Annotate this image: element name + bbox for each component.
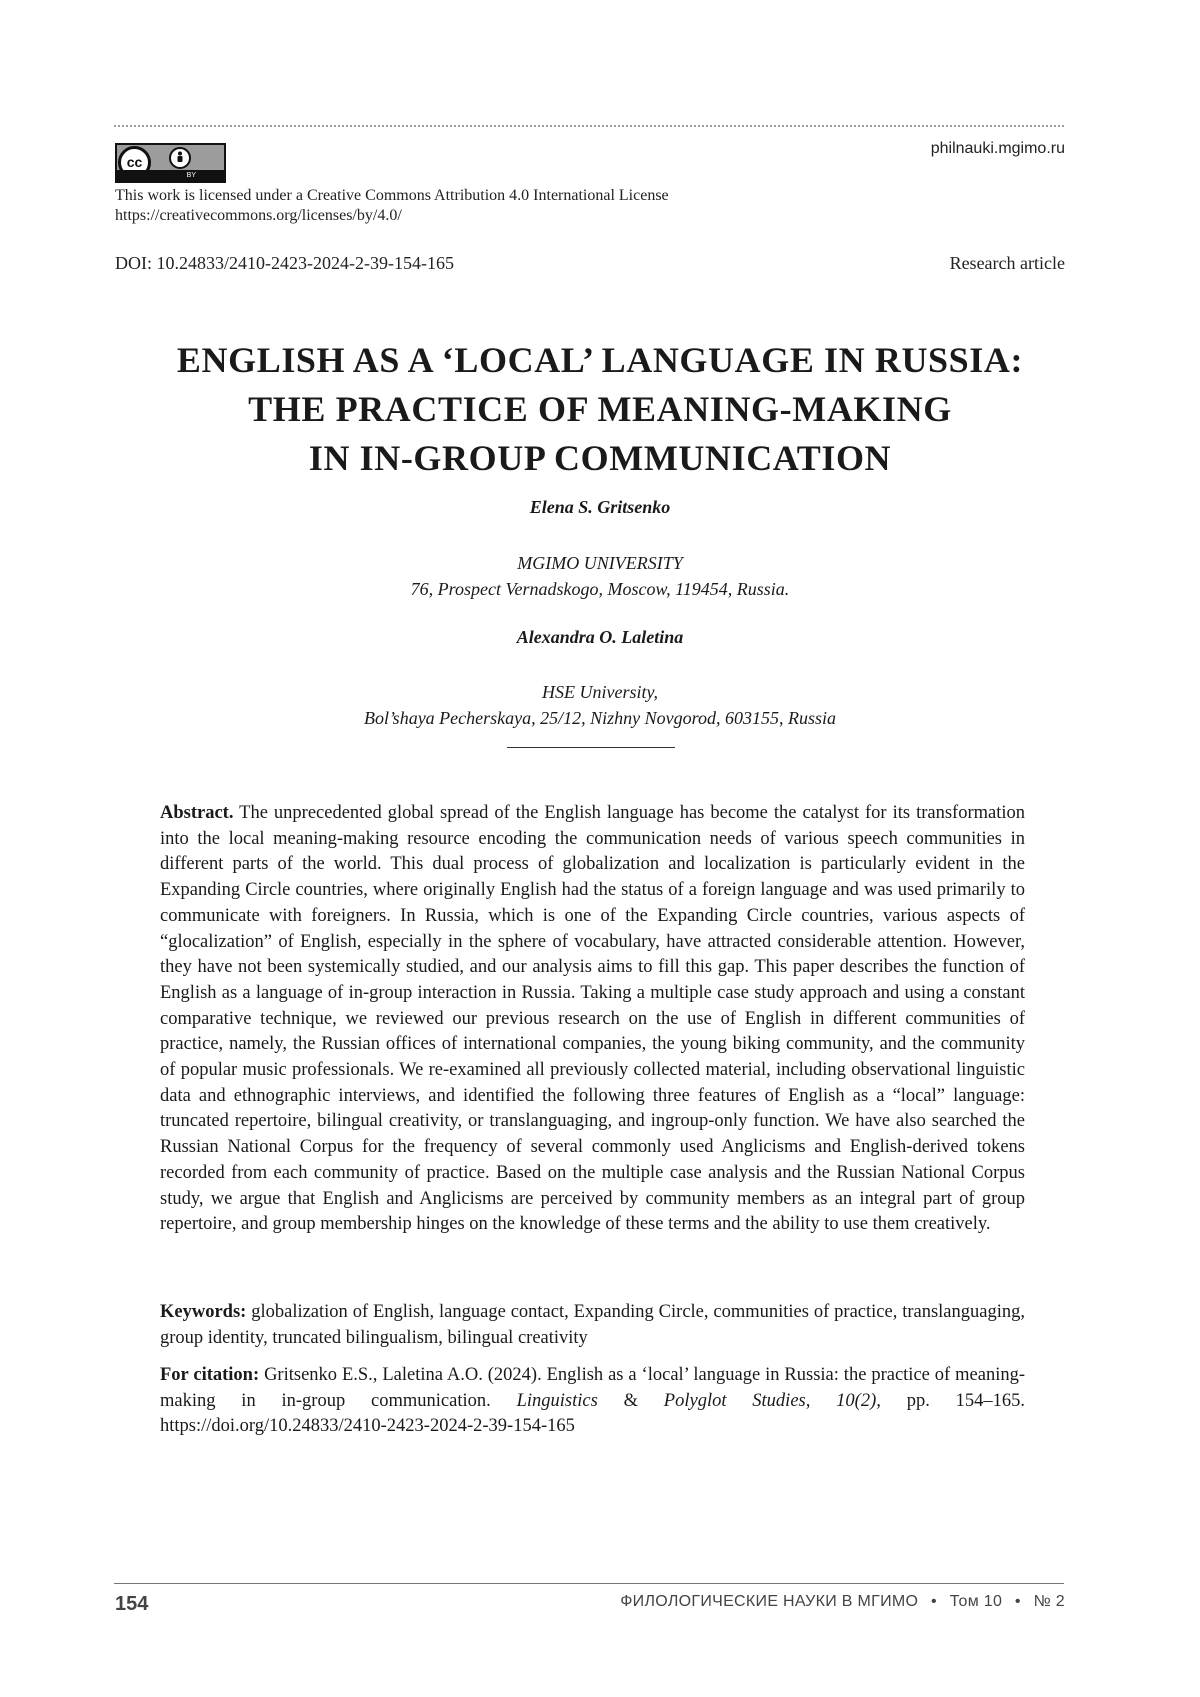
person-icon	[169, 147, 191, 169]
title-line: IN IN-GROUP COMMUNICATION	[308, 438, 892, 478]
issue-label: № 2	[1033, 1593, 1065, 1610]
article-type-label: Research article	[949, 253, 1065, 273]
cc-icon: cc	[118, 146, 151, 179]
citation	[160, 1363, 1025, 1440]
citation-journal-volume: Polyglot Studies, 10(2),	[663, 1390, 881, 1411]
article-title	[100, 336, 1100, 483]
volume-label: Том 10	[949, 1593, 1003, 1610]
citation-ampersand: &	[623, 1390, 638, 1411]
citation-text: Gritsenko E.S., Laletina A.O. (2024). English as a ‘local’ language in Russia: the practice of meaning-making in in-group communication.	[160, 1365, 1026, 1411]
affiliation-line: MGIMO UNIVERSITY	[517, 553, 683, 573]
title-line: THE PRACTICE OF MEANING-MAKING	[248, 389, 952, 429]
title-line: ENGLISH AS A ‘LOCAL’ LANGUAGE IN RUSSIA:	[176, 340, 1024, 380]
author-name: Elena S. Gritsenko	[529, 497, 671, 517]
journal-website-link[interactable]: philnauki.mgimo.ru	[930, 140, 1065, 157]
abstract	[160, 801, 1025, 1238]
affiliation-line: HSE University,	[542, 682, 658, 702]
footer-rule	[114, 1583, 1064, 1584]
page-number: 154	[115, 1593, 149, 1615]
citation-pages: pp. 154–165.	[906, 1390, 1025, 1411]
journal-name: ФИЛОЛОГИЧЕСКИЕ НАУКИ В МГИМО	[620, 1593, 919, 1610]
license-url-link[interactable]: https://creativecommons.org/licenses/by/4.0/	[115, 207, 402, 224]
authors-divider	[507, 747, 675, 748]
abstract-label: Abstract.	[160, 803, 234, 823]
citation-doi-link[interactable]: https://doi.org/10.24833/2410-2423-2024-2-39-154-165	[160, 1416, 575, 1437]
cc-badge-strip	[117, 170, 224, 181]
keywords-text: globalization of English, language contact, Expanding Circle, communities of practice, translanguaging, group identity, truncated bilingualism, bilingual creativity	[160, 1302, 1025, 1348]
author-affiliation	[0, 550, 1200, 602]
cc-by-license-icon[interactable]	[115, 143, 226, 183]
keywords	[160, 1300, 1025, 1351]
affiliation-line: 76, Prospect Vernadskogo, Moscow, 119454, Russia.	[410, 579, 790, 599]
citation-journal: Linguistics	[516, 1390, 598, 1411]
affiliation-line: Bol’shaya Pecherskaya, 25/12, Nizhny Novgorod, 603155, Russia	[364, 708, 836, 728]
abstract-text: The unprecedented global spread of the English language has become the catalyst for its transformation into the local meaning-making resource encoding the communication needs of various speech communities in different parts of the world. This dual process of globalization and localization is particularly evident in the Expanding Circle countries, where originally English had the status of a foreign language and was used primarily to communicate with foreigners. In Russia, which is one of the Expanding Circle countries, various aspects of “glocalization” of English, especially in the sphere of vocabulary, have attracted considerable attention. However, they have not been systemically studied, and our analysis aims to fill this gap. This paper describes the function of English as a language of in-group interaction in Russia. Taking a multiple case study approach and using a constant comparative technique, we reviewed our previous research on the use of English in different communities of practice, namely, the Russian offices of international companies, the young biking community, and the community of popular music professionals. We re-examined all previously collected material, including observational linguistic data and ethnographic interviews, and identified the following three features of English as a “local” language: truncated repertoire, bilingual creativity, or translanguaging, and ingroup-only function. We have also searched the Russian National Corpus for the frequency of several commonly used Anglicisms and English-derived tokens recorded from each community of practice. Based on the multiple case analysis and the Russian National Corpus study, we argue that English and Anglicisms are perceived by community members as an integral part of group repertoire, and group membership hinges on the knowledge of these terms and the ability to use them creatively.	[160, 803, 1025, 1235]
bullet-separator: •	[931, 1593, 937, 1610]
citation-label: For citation:	[160, 1365, 260, 1385]
keywords-label: Keywords:	[160, 1302, 247, 1322]
author-name: Alexandra O. Laletina	[516, 627, 684, 647]
header-rule	[114, 125, 1064, 127]
bullet-separator: •	[1014, 1593, 1021, 1610]
journal-footer	[620, 1593, 1065, 1611]
author-affiliation	[0, 679, 1200, 731]
license-statement: This work is licensed under a Creative Commons Attribution 4.0 International License	[115, 187, 669, 204]
by-label: BY	[186, 172, 196, 179]
doi-line: DOI: 10.24833/2410-2423-2024-2-39-154-165	[115, 253, 454, 273]
